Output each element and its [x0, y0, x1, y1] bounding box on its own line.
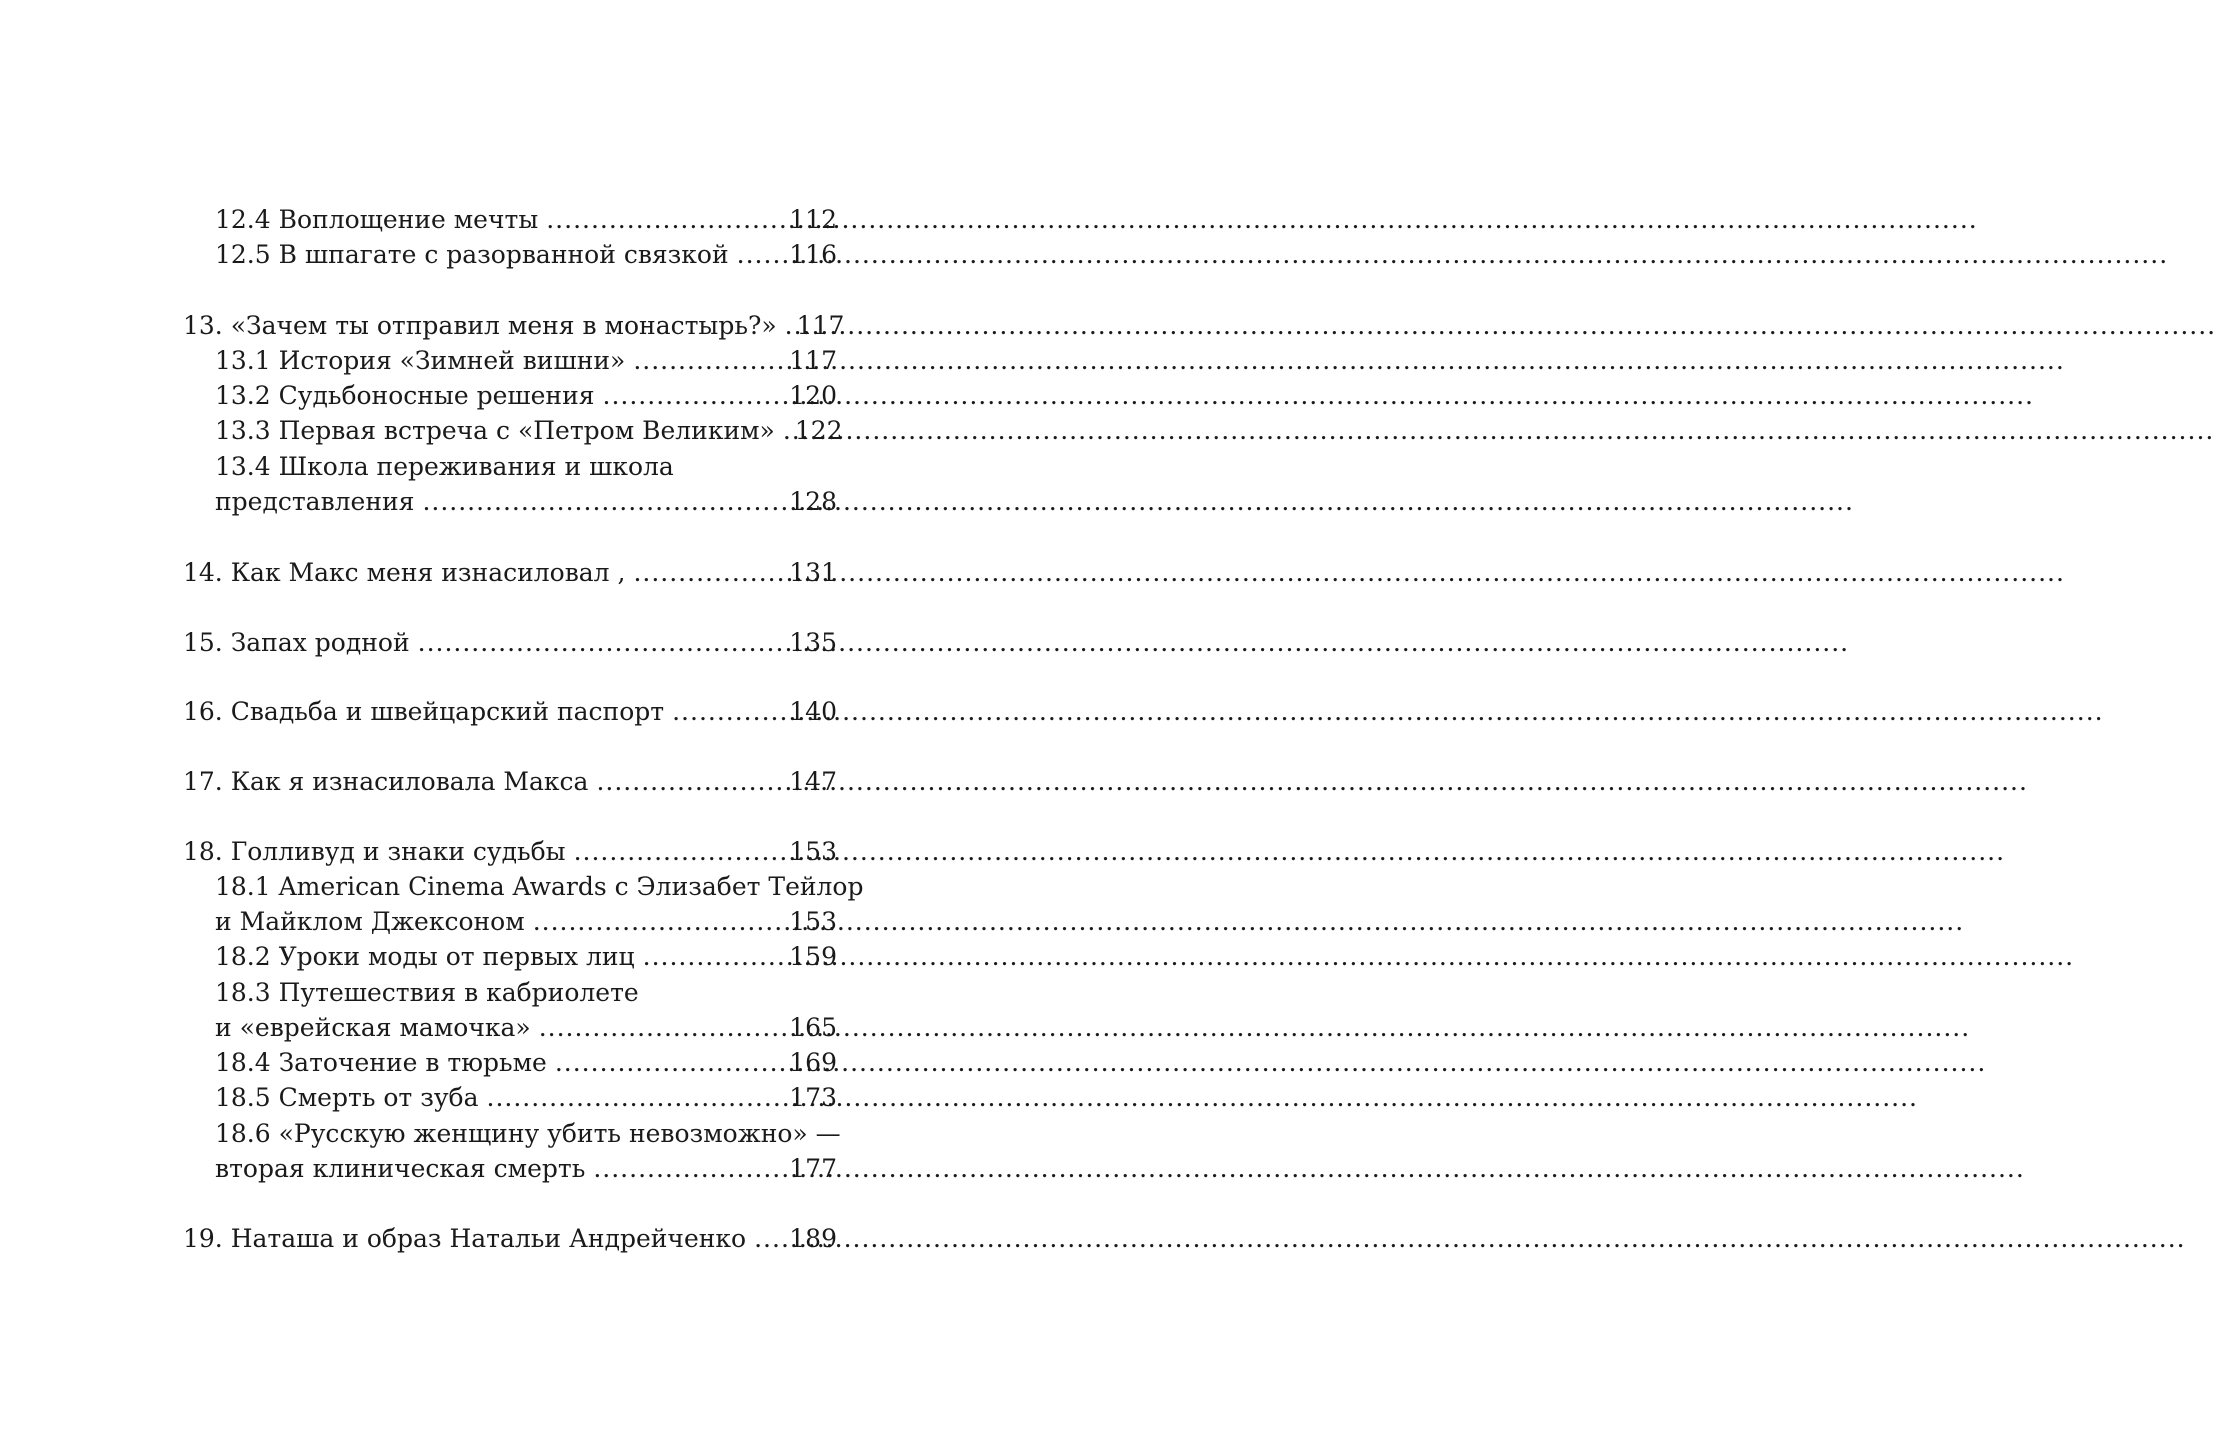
toc-entry-title: 19. Наташа и образ Натальи Андрейченко — [183, 1224, 747, 1253]
toc-entry-title: 18.6 «Русскую женщину убить невозможно» — — [215, 1119, 841, 1148]
toc-entry-16[interactable] — [183, 694, 837, 730]
toc-page-number: 140 — [789, 697, 837, 726]
dot-leader — [625, 343, 789, 379]
toc-entry-title: 17. Как я изнасиловала Макса — [183, 767, 589, 796]
toc-page-number: 135 — [789, 628, 837, 657]
toc-entry-18-6-line2[interactable] — [215, 1151, 837, 1187]
dot-leader — [588, 764, 789, 800]
toc-page-number: 128 — [789, 487, 837, 516]
dot-leader — [525, 904, 790, 940]
toc-entry-title: 16. Свадьба и швейцарский паспорт — [183, 697, 665, 726]
table-of-contents — [0, 0, 986, 1447]
dot-leader — [729, 237, 790, 273]
dot-leader — [414, 484, 789, 520]
toc-entry-12-4[interactable] — [215, 202, 837, 238]
toc-page-number: 189 — [789, 1224, 837, 1253]
toc-entry-18-6-line1[interactable] — [215, 1116, 841, 1152]
toc-entry-title: 14. Как Макс меня изнасиловал , — [183, 558, 626, 587]
toc-entry-13-4-line1[interactable] — [215, 449, 837, 485]
toc-entry-title: 18.5 Смерть от зуба — [215, 1083, 479, 1112]
toc-entry-17[interactable] — [183, 764, 837, 800]
toc-entry-18-3-line2[interactable] — [215, 1010, 837, 1046]
toc-entry-title: 18.1 American Cinema Awards с Элизабет Тейлор — [215, 872, 864, 901]
dot-leader — [479, 1080, 790, 1116]
dot-leader — [746, 1221, 789, 1257]
dot-leader — [635, 939, 790, 975]
dot-leader — [410, 625, 790, 661]
dot-leader — [547, 1045, 789, 1081]
toc-entry-15[interactable] — [183, 625, 837, 661]
toc-entry-title-cont: и «еврейская мамочка» — [215, 1013, 531, 1042]
toc-page-number: 177 — [789, 1154, 837, 1183]
toc-entry-18-1-line2[interactable] — [215, 904, 837, 940]
dot-leader — [531, 1010, 790, 1046]
toc-entry-14[interactable] — [183, 555, 837, 591]
toc-entry-title: 18.4 Заточение в тюрьме — [215, 1048, 547, 1077]
toc-page-number: 169 — [789, 1048, 837, 1077]
toc-page-number: 153 — [789, 907, 837, 936]
toc-page-number: 122 — [794, 416, 843, 445]
toc-page-number: 117 — [789, 346, 837, 375]
toc-page-number: 117 — [796, 311, 845, 340]
toc-entry-title: 13.1 История «Зимней вишни» — [215, 346, 626, 375]
toc-entry-19[interactable] — [183, 1221, 837, 1257]
toc-entry-title: 13.3 Первая встреча с «Петром Великим» — [215, 416, 775, 445]
toc-entry-18-5[interactable] — [215, 1080, 837, 1116]
dot-leader — [664, 694, 789, 730]
dot-leader — [595, 378, 790, 414]
toc-page-number: 116 — [789, 240, 837, 269]
toc-entry-title: 18.3 Путешествия в кабриолете — [215, 978, 639, 1007]
toc-entry-title: 13.4 Школа переживания и школа — [215, 452, 674, 481]
toc-page-number: 147 — [789, 767, 837, 796]
toc-entry-title: 18.2 Уроки моды от первых лиц — [215, 942, 635, 971]
toc-entry-13-2[interactable] — [215, 378, 837, 414]
toc-entry-13[interactable] — [183, 308, 845, 344]
toc-page-number: 165 — [789, 1013, 837, 1042]
dot-leader — [566, 834, 790, 870]
toc-entry-title-cont: представления — [215, 487, 415, 516]
toc-entry-18-2[interactable] — [215, 939, 837, 975]
toc-entry-18-4[interactable] — [215, 1045, 837, 1081]
toc-page-number: 112 — [789, 205, 837, 234]
toc-entry-title: 12.4 Воплощение мечты — [215, 205, 539, 234]
toc-entry-title-cont: вторая клиническая смерть — [215, 1154, 586, 1183]
toc-entry-title: 12.5 В шпагате с разорванной связкой — [215, 240, 729, 269]
dot-leader — [585, 1151, 789, 1187]
toc-entry-13-3[interactable] — [215, 413, 843, 449]
toc-entry-title: 13.2 Судьбоносные решения — [215, 381, 595, 410]
toc-entry-title: 13. «Зачем ты отправил меня в монастырь?» — [183, 311, 777, 340]
toc-entry-title: 18. Голливуд и знаки судьбы — [183, 837, 566, 866]
dot-leader — [777, 308, 797, 344]
toc-entry-18-1-line1[interactable] — [215, 869, 864, 905]
toc-entry-13-4-line2[interactable] — [215, 484, 837, 520]
dot-leader — [538, 202, 789, 238]
toc-entry-title-cont: и Майклом Джексоном — [215, 907, 525, 936]
toc-entry-13-1[interactable] — [215, 343, 837, 379]
toc-entry-12-5[interactable] — [215, 237, 837, 273]
toc-page-number: 131 — [789, 558, 837, 587]
toc-page-number: 120 — [789, 381, 837, 410]
toc-entry-18[interactable] — [183, 834, 837, 870]
toc-entry-title: 15. Запах родной — [183, 628, 410, 657]
dot-leader — [625, 555, 789, 591]
toc-page-number: 153 — [789, 837, 837, 866]
toc-page-number: 159 — [789, 942, 837, 971]
dot-leader — [775, 413, 795, 449]
toc-entry-18-3-line1[interactable] — [215, 975, 837, 1011]
toc-page-number: 173 — [789, 1083, 837, 1112]
